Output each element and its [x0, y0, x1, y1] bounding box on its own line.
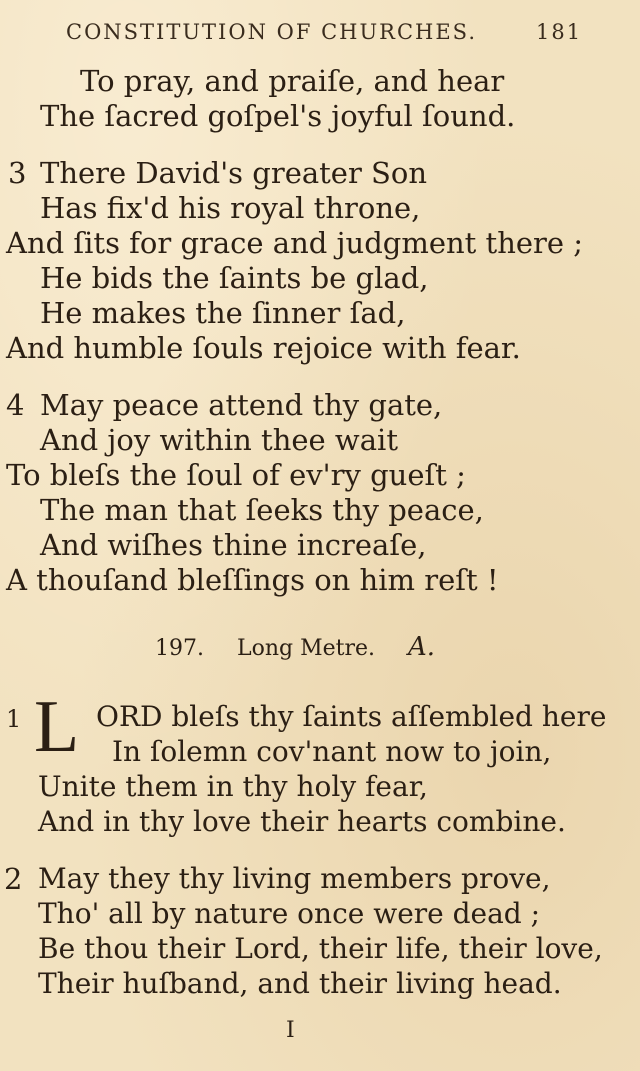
verse-line: The man that ſeeks thy peace,	[40, 493, 484, 527]
verse-line: To pray, and praiſe, and hear	[80, 64, 505, 98]
verse-line: Has fix'd his royal throne,	[40, 191, 421, 225]
stanza-number: 2	[4, 862, 23, 896]
verse-line: Be thou their Lord, their life, their love,	[38, 932, 603, 965]
verse-line: And ſits for grace and judgment there ;	[6, 226, 584, 260]
signature-mark: I	[286, 1018, 295, 1043]
verse-line: May they thy living members prove,	[38, 862, 551, 895]
stanza-number: 4	[6, 388, 25, 422]
verse-line: Their huſband, and their living head.	[38, 967, 562, 1000]
verse-line: There David's greater Son	[40, 156, 428, 190]
hymn-heading	[155, 632, 461, 662]
verse-line: And in thy love their hearts combine.	[38, 805, 566, 838]
verse-line: Tho' all by nature once were dead ;	[38, 897, 541, 930]
running-head	[66, 20, 586, 44]
verse-line: He bids the ſaints be glad,	[40, 261, 429, 295]
hymn-number: 197.	[155, 636, 204, 661]
stanza-number: 1	[6, 705, 22, 733]
stanza-number: 3	[8, 156, 27, 190]
verse-line: And wiſhes thine increaſe,	[40, 528, 427, 562]
drop-cap: L	[34, 686, 80, 768]
verse-line: To bleſs the ſoul of ev'ry gueſt ;	[6, 458, 466, 492]
verse-line: And humble ſouls rejoice with fear.	[6, 331, 521, 365]
verse-line: In ſolemn cov'nant now to join,	[112, 735, 552, 768]
verse-line: He makes the ſinner ſad,	[40, 296, 406, 330]
running-head-title: CONSTITUTION OF CHURCHES.	[66, 20, 477, 44]
hymn-metre: Long Metre.	[236, 636, 375, 661]
verse-line: The ſacred goſpel's joyful ſound.	[40, 99, 516, 133]
verse-line: Unite them in thy holy fear,	[38, 770, 428, 803]
page-number: 181	[536, 20, 583, 44]
hymn-tag: A.	[408, 632, 436, 662]
verse-line: A thouſand bleſſings on him reſt !	[6, 563, 499, 597]
verse-line: ORD bleſs thy ſaints aſſembled here	[96, 700, 607, 733]
verse-line: And joy within thee wait	[40, 423, 398, 457]
verse-line: May peace attend thy gate,	[40, 388, 443, 422]
